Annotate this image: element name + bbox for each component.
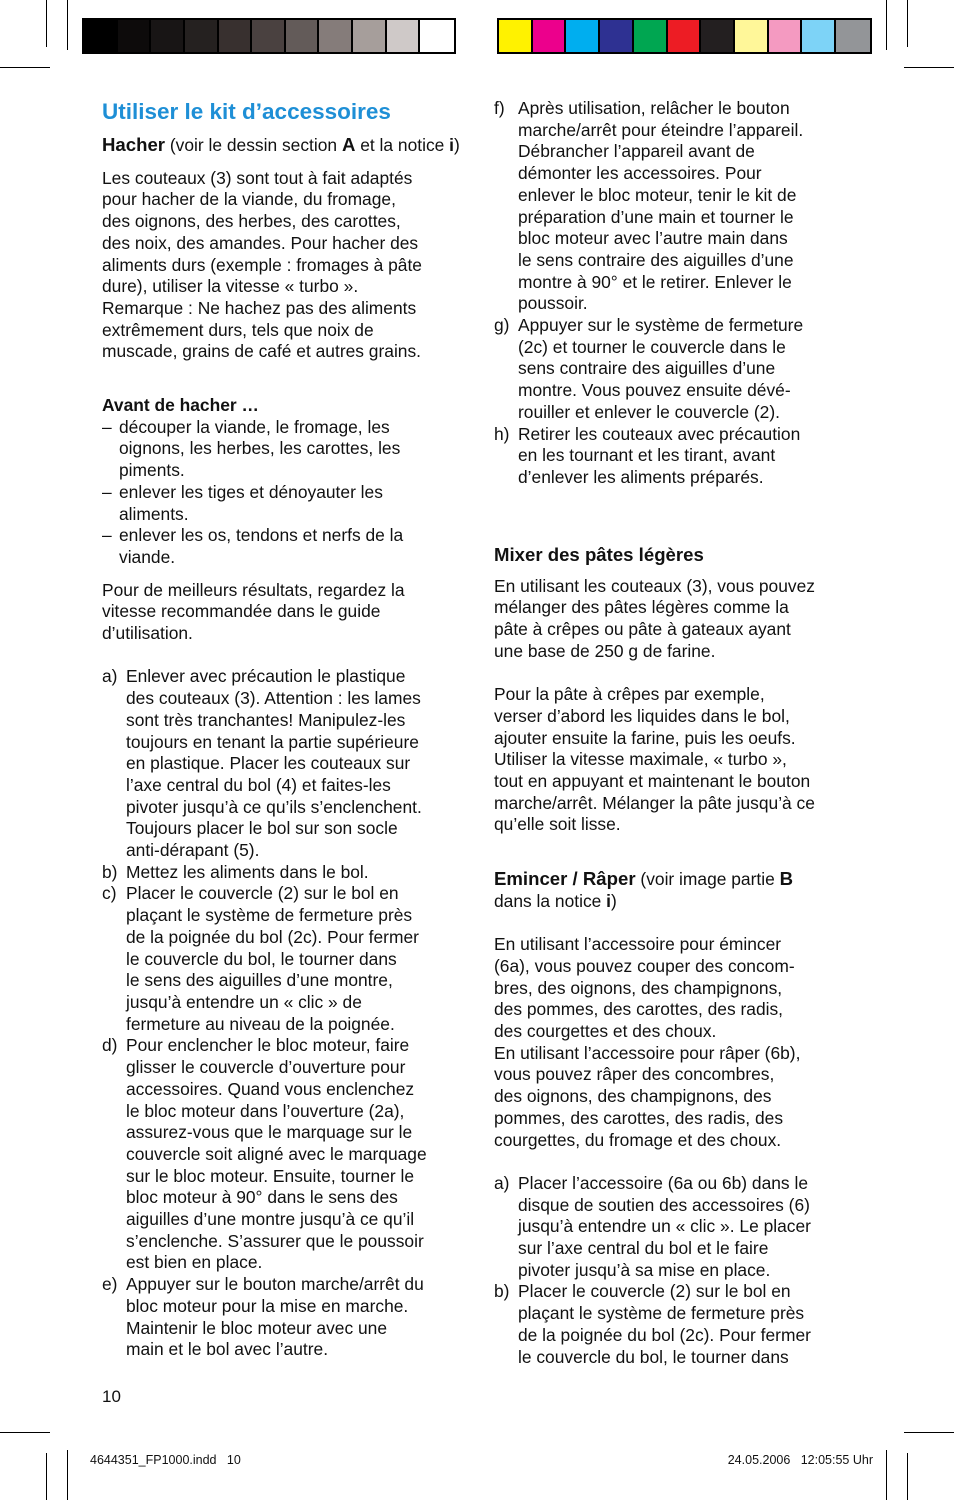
text-line: bloc moteur à 90° dans le sens des xyxy=(126,1187,398,1208)
text-line: enlever les tiges et dénoyauter les xyxy=(119,481,383,502)
list-marker: b) xyxy=(494,1281,510,1302)
text-line: Pour la pâte à crêpes par exemple, xyxy=(494,684,765,705)
color-swatch xyxy=(634,20,668,52)
list-item xyxy=(102,482,464,525)
list-marker: d) xyxy=(102,1035,118,1056)
list-text xyxy=(119,525,464,568)
text-line: en plastique. Placer les couteaux sur xyxy=(126,753,411,774)
text-line: jusqu’à entendre un « clic » de xyxy=(126,992,362,1012)
crop-mark xyxy=(904,1432,954,1433)
gray-swatch xyxy=(118,20,152,52)
list-marker: – xyxy=(102,416,112,437)
text-line: En utilisant les couteaux (3), vous pouvez xyxy=(494,575,815,596)
text-line: montre à 90° et le retirer. Enlever le xyxy=(518,271,792,292)
list-marker: – xyxy=(102,525,112,546)
text-line: plaçant le système de fermeture près xyxy=(126,905,413,926)
text-line: pâte à crêpes ou pâte à gateaux ayant xyxy=(494,619,791,640)
text-line: Mettez les aliments dans le bol. xyxy=(126,861,369,882)
text-line: anti-dérapant (5). xyxy=(126,840,260,861)
list-text xyxy=(518,1281,860,1368)
color-swatch xyxy=(668,20,702,52)
gray-swatch xyxy=(219,20,253,52)
list-marker: – xyxy=(102,481,112,502)
text-line: qu’elle soit lisse. xyxy=(494,814,621,835)
text-line: Enlever avec précaution le plastique xyxy=(126,666,406,687)
list-item xyxy=(494,424,860,489)
crop-mark xyxy=(67,1450,68,1500)
mixer-paragraph-2 xyxy=(494,684,860,836)
text-line: sur le bloc moteur. Ensuite, tourner le xyxy=(126,1165,415,1186)
list-item xyxy=(102,666,464,861)
gray-swatch xyxy=(252,20,286,52)
gray-swatch xyxy=(151,20,185,52)
text-line: muscade, grains de café et autres grains. xyxy=(102,341,422,362)
text-line: vous pouvez râper des concombres, xyxy=(494,1064,775,1085)
text-line: sens contraire des aiguilles d’une xyxy=(518,358,776,379)
mixer-paragraph-1 xyxy=(494,576,860,663)
right-column xyxy=(494,98,860,1368)
text-line: couvercle soit aligné avec le marquage xyxy=(126,1143,427,1164)
text-line: En utilisant l’accessoire pour râper (6b), xyxy=(494,1042,801,1063)
text-line: aliments. xyxy=(119,503,189,524)
text-line: jusqu’à entendre un « clic ». Le placer xyxy=(518,1216,811,1237)
list-marker: f) xyxy=(494,98,505,118)
mixer-heading: Mixer des pâtes légères xyxy=(494,543,704,565)
text-line: des couteaux (3). Attention : les lames xyxy=(126,688,421,709)
text-line: mélanger des pâtes légères comme la xyxy=(494,597,789,618)
text-line: pivoter jusqu’à ce qu’ils s’enclenchent. xyxy=(126,796,422,817)
left-column xyxy=(102,98,464,1361)
text-line: enlever le bloc moteur, tenir le kit de xyxy=(518,184,797,205)
text-line: viande. xyxy=(119,546,176,567)
text-line: pivoter jusqu’à sa mise en place. xyxy=(518,1259,771,1280)
text-line: l’axe central du bol (4) et faites-les xyxy=(126,774,391,795)
text-line: Appuyer sur le bouton marche/arrêt du xyxy=(126,1274,424,1295)
text-line: sont très tranchantes! Manipulez-les xyxy=(126,709,406,730)
text-line: marche/arrêt pour éteindre l’appareil. xyxy=(518,119,804,140)
text-line: ajouter ensuite la farine, puis les oeufs. xyxy=(494,727,796,748)
text-line: piments. xyxy=(119,460,185,481)
text-line: des oignons, des champignons, des xyxy=(494,1086,772,1107)
gray-swatch xyxy=(185,20,219,52)
crop-mark xyxy=(0,1432,50,1433)
text-line: toujours en tenant la partie supérieure xyxy=(126,731,419,752)
list-marker: c) xyxy=(102,883,117,904)
text-line: pommes, des carottes, des radis, des xyxy=(494,1107,784,1128)
grayscale-color-bar xyxy=(82,18,456,54)
text-line: bres, des oignons, des champignons, xyxy=(494,977,783,998)
text-line: Placer le couvercle (2) sur le bol en xyxy=(518,1281,791,1302)
text-line: une base de 250 g de farine. xyxy=(494,640,716,661)
text-line: Remarque : Ne hachez pas des aliments xyxy=(102,297,417,318)
text-line: marche/arrêt. Mélanger la pâte jusqu’à ce xyxy=(494,792,815,813)
list-marker: h) xyxy=(494,423,510,444)
color-swatch xyxy=(701,20,735,52)
text-line: démonter les accessoires. Pour xyxy=(518,163,762,184)
gray-swatch xyxy=(353,20,387,52)
gray-swatch xyxy=(420,20,454,52)
text-line: aiguilles d’une montre jusqu’à ce qu’il xyxy=(126,1209,415,1230)
text-line: d’utilisation. xyxy=(102,623,193,644)
avant-list xyxy=(102,417,464,569)
text-line: le couvercle du bol, le tourner dans xyxy=(126,948,397,969)
text-line: d’enlever les aliments préparés. xyxy=(518,466,764,487)
text-line: En utilisant l’accessoire pour émincer xyxy=(494,934,782,955)
text-line: courgettes, du fromage et des choux. xyxy=(494,1129,782,1150)
list-item xyxy=(102,1035,464,1274)
crop-mark xyxy=(907,0,908,47)
pour-paragraph xyxy=(102,580,464,645)
list-text xyxy=(126,666,464,861)
text-line: bloc moteur avec l’autre main dans xyxy=(518,228,788,249)
text-line: plaçant le système de fermeture près xyxy=(518,1303,805,1324)
list-item xyxy=(494,315,860,424)
text-line: préparation d’une main et tourner le xyxy=(518,206,794,227)
text-line: disque de soutien des accessoires (6) xyxy=(518,1194,810,1215)
text-line: de la poignée du bol (2c). Pour fermer xyxy=(126,926,419,947)
text-line: enlever les os, tendons et nerfs de la xyxy=(119,525,404,546)
text-line: sur l’axe central du bol et le faire xyxy=(518,1238,769,1258)
text-line: montre. Vous pouvez ensuite dévé- xyxy=(518,380,791,401)
text-line: tout en appuyant et maintenant le bouton xyxy=(494,770,811,791)
text-line: fermeture au niveau de la poignée. xyxy=(126,1013,395,1034)
text-line: Pour enclencher le bloc moteur, faire xyxy=(126,1035,410,1056)
text-line: le sens des aiguilles d’une montre, xyxy=(126,970,393,991)
list-text xyxy=(119,417,464,482)
text-line: Après utilisation, relâcher le bouton xyxy=(518,98,790,118)
text-line: Placer le couvercle (2) sur le bol en xyxy=(126,883,399,904)
list-item xyxy=(102,525,464,568)
list-text xyxy=(126,862,464,884)
footer-timestamp: 24.05.2006 12:05:55 Uhr xyxy=(727,1453,873,1467)
crop-mark xyxy=(46,1453,47,1500)
crop-mark xyxy=(46,0,47,47)
color-swatch xyxy=(836,20,870,52)
crop-mark xyxy=(904,67,954,68)
gray-swatch xyxy=(286,20,320,52)
steps-list-cont xyxy=(494,98,860,489)
list-item xyxy=(102,1274,464,1361)
text-line: découper la viande, le fromage, les xyxy=(119,416,390,437)
crop-mark xyxy=(907,1453,908,1500)
list-text xyxy=(126,1035,464,1274)
crop-mark xyxy=(67,0,68,50)
color-swatch xyxy=(769,20,803,52)
text-line: Débrancher l’appareil avant de xyxy=(518,141,755,162)
text-line: dure), utiliser la vitesse « turbo ». xyxy=(102,276,359,297)
text-line: (2c) et tourner le couvercle dans le xyxy=(518,336,786,357)
list-marker: b) xyxy=(102,861,118,882)
text-line: des oignons, des herbes, des carottes, xyxy=(102,211,401,232)
color-swatch xyxy=(600,20,634,52)
crop-mark xyxy=(0,67,50,68)
list-item xyxy=(102,417,464,482)
text-line: main et le bol avec l’autre. xyxy=(126,1339,329,1360)
color-swatch xyxy=(533,20,567,52)
list-item xyxy=(494,1173,860,1282)
text-line: glisser le couvercle d’ouverture pour xyxy=(126,1057,406,1078)
text-line: de la poignée du bol (2c). Pour fermer xyxy=(518,1324,811,1345)
list-item xyxy=(494,98,860,315)
text-line: oignons, les herbes, les carottes, les xyxy=(119,438,401,459)
text-line: le couvercle du bol, le tourner dans xyxy=(518,1346,789,1367)
text-line: le bloc moteur dans l’ouverture (2a), xyxy=(126,1100,405,1121)
text-line: Utiliser la vitesse maximale, « turbo », xyxy=(494,749,787,770)
text-line: des courgettes et des choux. xyxy=(494,1020,717,1041)
list-item xyxy=(102,862,464,884)
intro-paragraph xyxy=(102,168,464,363)
text-line: Appuyer sur le système de fermeture xyxy=(518,315,804,336)
color-swatch xyxy=(735,20,769,52)
list-text xyxy=(518,98,860,315)
list-item xyxy=(494,1281,860,1368)
avant-heading: Avant de hacher … xyxy=(102,395,259,416)
text-line: Toujours placer le bol sur son socle xyxy=(126,818,398,839)
process-color-bar xyxy=(497,18,872,54)
text-line: extrêmement durs, tels que noix de xyxy=(102,319,374,340)
list-marker: a) xyxy=(494,1172,510,1193)
text-line: des pommes, des carottes, des radis, xyxy=(494,999,784,1020)
gray-swatch xyxy=(387,20,421,52)
text-line: Maintenir le bloc moteur avec une xyxy=(126,1317,387,1338)
list-item xyxy=(102,883,464,1035)
list-text xyxy=(126,1274,464,1361)
color-swatch xyxy=(499,20,533,52)
text-line: accessoires. Quand vous enclenchez xyxy=(126,1078,415,1099)
text-line: Placer l’accessoire (6a ou 6b) dans le xyxy=(518,1172,808,1193)
text-line: pour hacher de la viande, du fromage, xyxy=(102,189,396,210)
section-title: Utiliser le kit d’accessoires xyxy=(102,99,391,124)
list-text xyxy=(518,315,860,424)
page-number: 10 xyxy=(102,1387,121,1406)
color-swatch xyxy=(802,20,836,52)
text-line: verser d’abord les liquides dans le bol, xyxy=(494,705,790,726)
list-marker: g) xyxy=(494,315,510,336)
text-line: vitesse recommandée dans le guide xyxy=(102,601,381,622)
text-line: s’enclenche. S’assurer que le poussoir xyxy=(126,1230,424,1251)
crop-mark xyxy=(886,0,887,50)
text-line: Retirer les couteaux avec précaution xyxy=(518,423,801,444)
list-marker: e) xyxy=(102,1274,118,1295)
text-line: (6a), vous pouvez couper des concom- xyxy=(494,955,795,976)
steps-list xyxy=(102,666,464,1361)
emincer-heading: Emincer / Râper (voir image partie B dans la notice i) xyxy=(494,868,794,911)
list-text xyxy=(126,883,464,1035)
list-marker: a) xyxy=(102,666,118,687)
list-text xyxy=(119,482,464,525)
color-swatch xyxy=(566,20,600,52)
list-text xyxy=(518,1173,860,1282)
text-line: poussoir. xyxy=(518,293,588,314)
text-line: en les tournant et les tirant, avant xyxy=(518,445,776,466)
list-text xyxy=(518,424,860,489)
text-line: est bien en place. xyxy=(126,1252,263,1273)
emincer-steps xyxy=(494,1173,860,1368)
footer-file-info: 4644351_FP1000.indd 10 xyxy=(90,1453,241,1467)
text-line: Pour de meilleurs résultats, regardez la xyxy=(102,579,405,600)
text-line: bloc moteur pour la mise en marche. xyxy=(126,1295,409,1316)
text-line: des noix, des amandes. Pour hacher des xyxy=(102,232,419,253)
gray-swatch xyxy=(319,20,353,52)
text-line: rouiller et enlever le couvercle (2). xyxy=(518,401,780,422)
text-line: aliments durs (exemple : fromages à pâte xyxy=(102,254,422,275)
emincer-paragraph xyxy=(494,934,860,1151)
text-line: le sens contraire des aiguilles d’une xyxy=(518,249,794,270)
crop-mark xyxy=(886,1450,887,1500)
text-line: assurez-vous que le marquage sur le xyxy=(126,1122,413,1143)
hacher-heading: Hacher (voir le dessin section A et la notice i) xyxy=(102,134,460,155)
text-line: Les couteaux (3) sont tout à fait adaptés xyxy=(102,167,413,188)
gray-swatch xyxy=(84,20,118,52)
